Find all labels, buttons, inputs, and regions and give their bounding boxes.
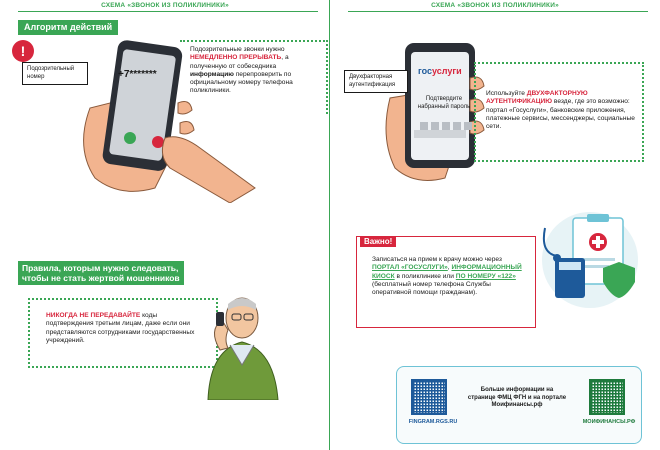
qr-code-left[interactable] bbox=[411, 379, 447, 415]
code-cell bbox=[442, 122, 450, 130]
important-portal: ПОРТАЛ «ГОСУСЛУГИ» bbox=[372, 264, 448, 272]
code-cell bbox=[420, 122, 428, 130]
decline-icon bbox=[152, 136, 164, 148]
important-sep: , bbox=[447, 264, 452, 272]
rules-title-line2: чтобы не стать жертвой мошенников bbox=[22, 273, 180, 283]
right-page bbox=[330, 0, 660, 450]
rules-title-line1: Правила, которым нужно следовать, bbox=[22, 263, 179, 273]
rule-text bbox=[46, 312, 196, 345]
important-part7: (бесплатный номер телефона Службы оперативной помощи гражданам). bbox=[372, 280, 491, 297]
important-tag: Важно! bbox=[360, 236, 396, 247]
code-cells bbox=[420, 122, 472, 130]
suspicious-callout: Подозрительный номер bbox=[22, 62, 88, 85]
header-rule bbox=[348, 11, 648, 12]
code-cell bbox=[453, 122, 461, 130]
important-number: ПО НОМЕРУ «122» bbox=[455, 272, 516, 280]
rule-emph: НИКОГДА НЕ ПЕРЕДАВАЙТЕ bbox=[46, 312, 141, 319]
step2-body: везде, где это возможно: портал «Госуслуги», банковские приложения, платежные сервисы, мессенджеры, социальные сети. bbox=[486, 98, 635, 131]
left-qr-caption: FINGRAM.RGS.RU bbox=[408, 419, 458, 425]
header-rule bbox=[18, 11, 318, 12]
elderly-man-illustration bbox=[200, 290, 285, 400]
code-cell bbox=[464, 122, 472, 130]
phone-number: +7******* bbox=[118, 69, 157, 80]
step2-emph: ДВУХФАКТОРНУЮ АУТЕНТИФИКАЦИЮ bbox=[486, 90, 588, 106]
step1-part3: , а полученную от собеседника bbox=[190, 54, 289, 70]
answer-icon bbox=[124, 132, 136, 144]
right-qr-caption: МОИФИНАНСЫ.РФ bbox=[582, 419, 636, 425]
qr-code-right[interactable] bbox=[589, 379, 625, 415]
rule-body: коды подтверждения третьим лицам, даже если они представляются сотрудниками государственных учреждений. bbox=[46, 312, 195, 344]
step1-text bbox=[190, 46, 320, 96]
alert-icon: ! bbox=[12, 40, 34, 62]
step2-part1: Используйте bbox=[486, 90, 527, 97]
footer-info: Больше информации на странице ФМЦ ФГН и на портале Моифинансы.рф bbox=[467, 387, 567, 408]
important-kiosk: ИНФОРМАЦИОННЫЙ КИОСК bbox=[372, 264, 522, 280]
page-header-right: СХЕМА «ЗВОНОК ИЗ ПОЛИКЛИНИКИ» bbox=[431, 2, 559, 9]
gosuslugi-logo-part1: гос bbox=[418, 66, 433, 76]
rules-title bbox=[18, 261, 184, 285]
footer-card bbox=[396, 366, 642, 444]
important-part1: Записаться на прием к врачу можно через bbox=[372, 256, 502, 263]
twofa-callout: Двухфакторная аутентификация bbox=[344, 70, 408, 93]
confirm-password-text: Подтвердите набранный пароль bbox=[417, 96, 471, 110]
step1-part5: перепроверить по официальному номеру телефона поликлиники. bbox=[190, 70, 293, 95]
page-header-left: СХЕМА «ЗВОНОК ИЗ ПОЛИКЛИНИКИ» bbox=[101, 2, 229, 9]
important-part5: в поликлинике или bbox=[394, 272, 456, 280]
step1-emph: НЕМЕДЛЕННО ПРЕРЫВАТЬ bbox=[190, 54, 282, 62]
gosuslugi-logo-part2: услуги bbox=[432, 66, 462, 76]
code-cell bbox=[431, 122, 439, 130]
algorithm-title: Алгоритм действий bbox=[18, 20, 118, 35]
step2-text bbox=[486, 90, 636, 131]
step1-part1: Подозрительные звонки нужно bbox=[190, 46, 285, 53]
medical-illustration bbox=[535, 208, 645, 313]
gosuslugi-logo bbox=[418, 66, 462, 76]
step1-bold: информацию bbox=[190, 70, 234, 78]
important-text bbox=[372, 256, 530, 297]
